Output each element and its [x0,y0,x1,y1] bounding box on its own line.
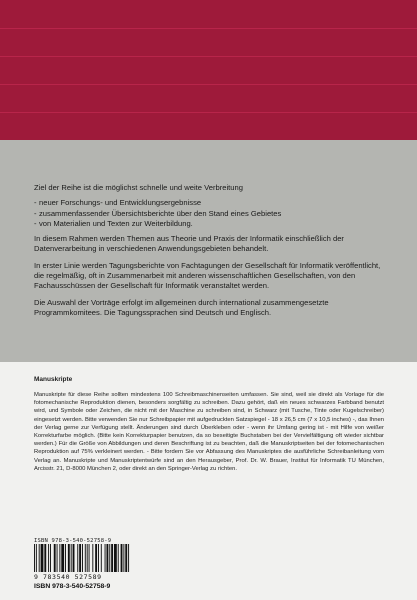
barcode-bar [48,544,49,572]
series-aim-list [34,198,384,229]
barcode-bar [79,544,81,572]
manuscripts-heading: Manuskripte [34,376,73,383]
top-color-band [0,0,417,140]
manuscripts-section [34,376,384,473]
barcode-bar [92,544,93,572]
series-aim-lead: Ziel der Reihe ist die möglichst schnelle und weite Verbreitung [34,183,243,192]
barcode-bar [36,544,37,572]
barcode-bar [118,544,119,572]
barcode-bar [44,544,46,572]
barcode-bar [101,544,102,572]
barcode-bar [105,544,106,572]
barcode-bar [77,544,78,572]
barcode-bar [111,544,113,572]
barcode-bar [128,544,129,572]
barcode-bar [68,544,70,572]
band-stripe [0,28,417,29]
barcode-bar [50,544,51,572]
barcode-bar [125,544,127,572]
isbn-label: ISBN 978-3-540-52758-9 [34,583,111,590]
barcode-bar [61,544,64,572]
barcode [34,544,130,572]
barcode-bar [71,544,72,572]
barcode-bar [87,544,88,572]
series-proceedings-paragraph: In erster Linie werden Tagungsberichte von Fachtagungen der Gesellschaft für Informatik veröffentlicht, die regelmäßig, oft in Zusammenarbeit mit anderen wissenschaftlichen Gesellschaften, von den Fachausschüssen der Gesellschaft für Informatik veranstaltet werden. [34,260,381,291]
series-scope-paragraph: In diesem Rahmen werden Themen aus Theorie und Praxis der Informatik einschließlich der Datenverarbeitung in verschiedenen Anwendungsgebieten behandelt. [34,234,344,254]
series-aim-item: - von Materialien und Texten zur Weiterbildung. [34,219,384,229]
barcode-bar [59,544,60,572]
barcode-bar [98,544,99,572]
barcode-bar [106,544,108,572]
barcode-bar [95,544,97,572]
barcode-bar [109,544,110,572]
series-description [34,183,384,324]
isbn-small-label: ISBN 978-3-540-52758-9 [34,538,112,544]
band-stripe [0,112,417,113]
barcode-bar [89,544,90,572]
manuscripts-text: Manuskripte für diese Reihe sollten mindestens 100 Schreibmaschinenseiten umfassen. Sie sind, weil sie direkt als Vorlage für die fotomechanische Reproduktion dienen, besonders sorgfältig zu schreiben. Dazu gehört, daß ein neues schwarzes Farbband benutzt wird, und Symbole oder Zeichen, die nicht mit der Maschine zu schreiben sind, in Schwarz (mit Tusche, Tinte oder Kugelschreiber) eingesetzt werden. Bitte verwenden Sie nur Schreibpapier mit aufgedruckten Satzspiegel - 18 x 26,5 cm (7 x 10,5 inches) -, das Ihnen der Verlag gerne zur Verfügung stellt. Änderungen sind durch Überkleben oder - wenn ihr Umfang gering ist - mit Hilfe von weißer Korrekturfarbe möglich. (Bitte kein Korrekturpapier benutzen, da so beseitigte Buchstaben bei der Vervielfältigung oft wieder sichtbar werden.) Für die Größe von Abbildungen und deren Beschriftung ist zu beachten, daß die Manuskriptseiten bei der fotomechanischen Reproduktion auf 75% verkleinert werden. - Bitte fordern Sie vor Abfassung des Manuskriptes die ausführliche Schreibanleitung vom Verlag an. Manuskripte und Manuskriptentwürfe sind an den Herausgeber, Prof. Dr. W. Brauer, Institut für Informatik TU München, Arcisstr. 21, D-8000 München 2, oder direkt an den Springer-Verlag zu richten. [34,392,384,472]
barcode-bar [114,544,117,572]
barcode-bar [54,544,56,572]
barcode-bar [123,544,124,572]
barcode-bar [65,544,66,572]
series-selection-paragraph: Die Auswahl der Vorträge erfolgt im allgemeinen durch international zusammengesetzte Programmkomitees. Die Tagungssprachen sind Deutsch und Englisch. [34,297,329,317]
barcode-bar [73,544,75,572]
band-stripe [0,56,417,57]
barcode-digits: 9 783540 527589 [34,573,102,581]
barcode-bar [82,544,83,572]
series-aim-item: - neuer Forschungs- und Entwicklungsergebnisse [34,198,384,208]
barcode-bar [39,544,40,572]
barcode-bar [85,544,86,572]
band-stripe [0,84,417,85]
barcode-bar [41,544,44,572]
barcode-bar [57,544,58,572]
barcode-bar [121,544,123,572]
series-aim-item: - zusammenfassender Übersichtsberichte über den Stand eines Gebietes [34,209,384,219]
barcode-bar [34,544,35,572]
